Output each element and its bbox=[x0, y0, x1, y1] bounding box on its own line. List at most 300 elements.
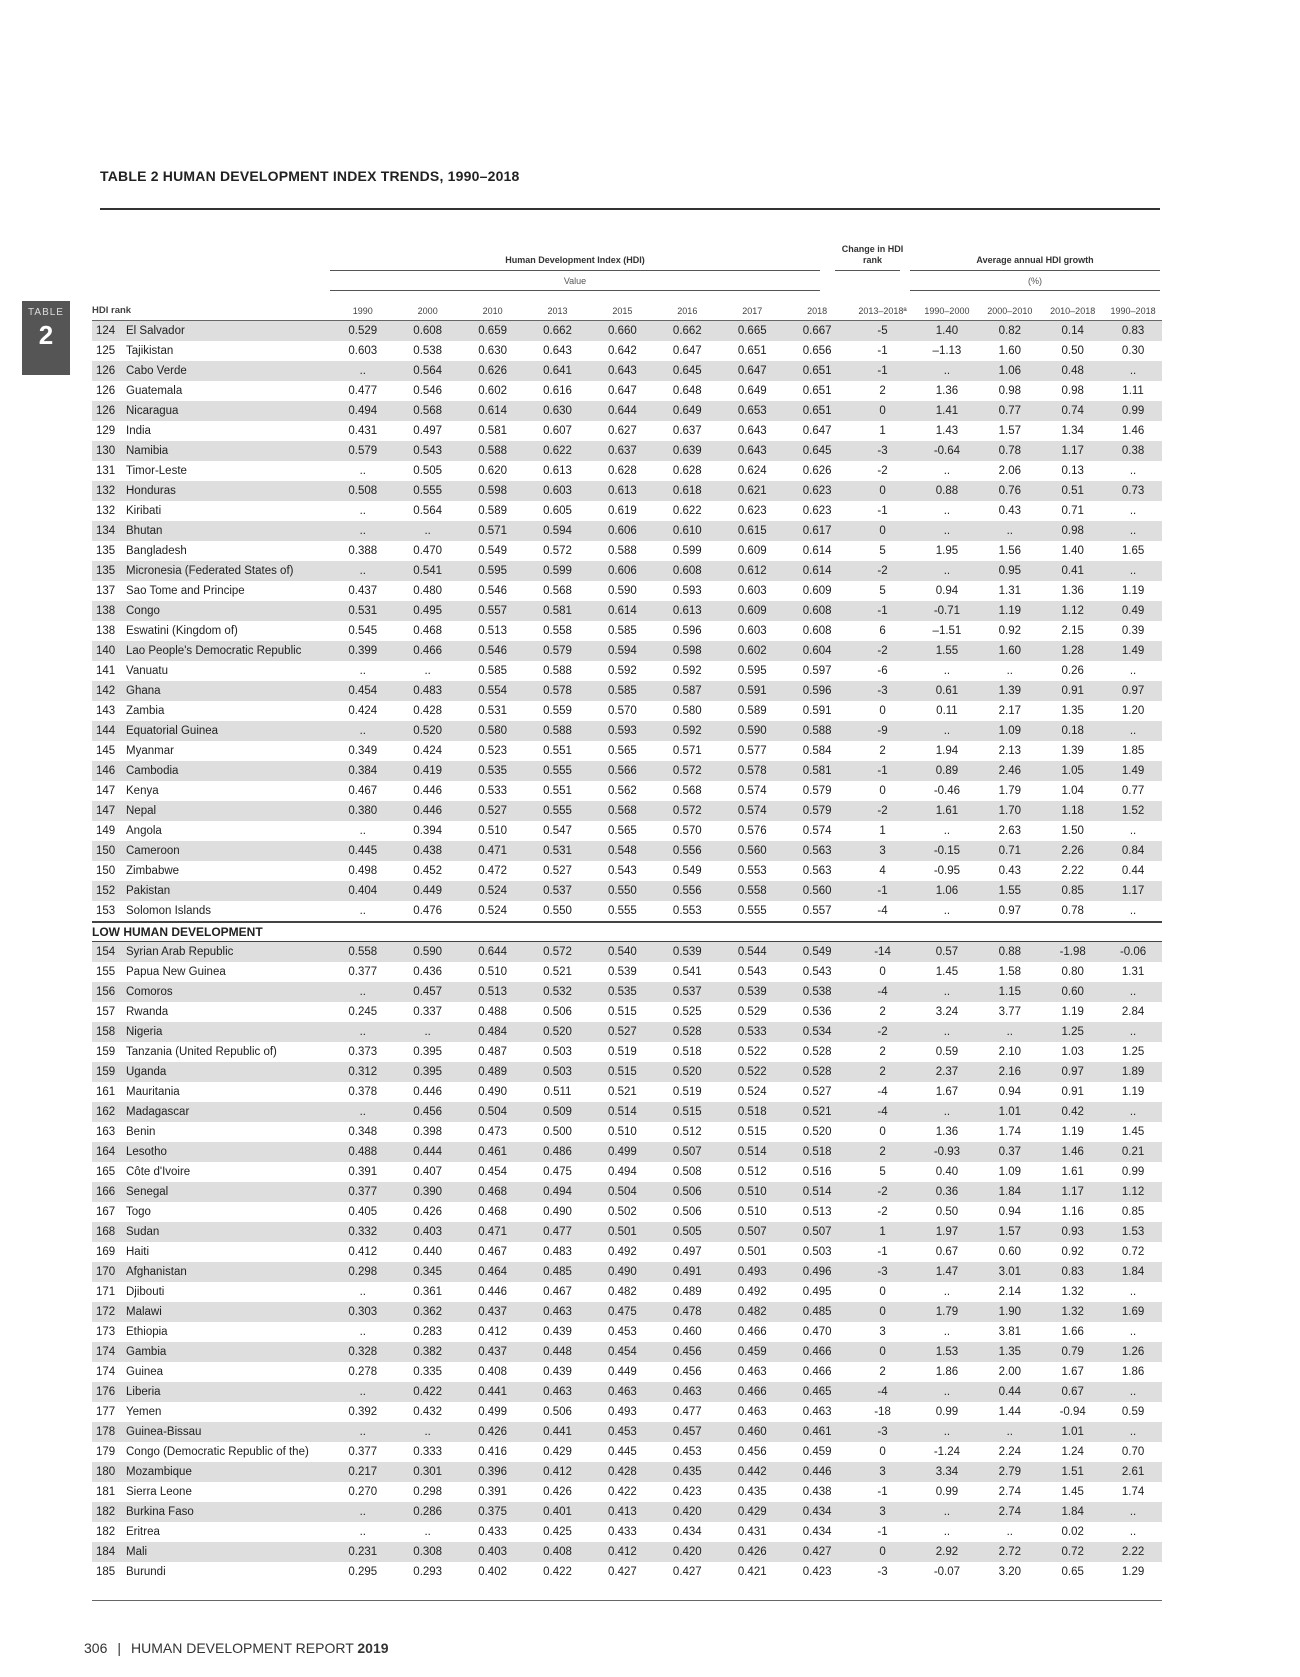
country-cell bbox=[92, 761, 330, 781]
value-cell: 0.459 bbox=[720, 1342, 785, 1362]
country-name: Zambia bbox=[126, 705, 165, 717]
value-cell: 0.398 bbox=[413, 1126, 443, 1138]
value-cell: 0.558 bbox=[543, 625, 572, 637]
value-cell: 0.623 bbox=[785, 481, 850, 501]
value-cell: .. bbox=[330, 1422, 395, 1442]
country-cell bbox=[92, 621, 330, 641]
value-cell: 2 bbox=[850, 1142, 916, 1162]
value-cell: 0.466 bbox=[737, 1326, 767, 1338]
value-cell: 0.559 bbox=[543, 705, 572, 717]
value-cell: 0.466 bbox=[720, 1382, 785, 1402]
value-cell: 1.17 bbox=[1041, 441, 1104, 461]
value-cell: 0.373 bbox=[348, 1046, 378, 1058]
country-cell bbox=[92, 481, 330, 501]
value-cell: 0.441 bbox=[525, 1422, 590, 1442]
value-cell: 0.337 bbox=[413, 1006, 443, 1018]
country-cell bbox=[92, 1342, 330, 1362]
rank-value: 159 bbox=[96, 1066, 116, 1078]
value-cell: 0.560 bbox=[720, 841, 785, 861]
value-cell: 0.485 bbox=[785, 1302, 850, 1322]
page-title: TABLE 2 HUMAN DEVELOPMENT INDEX TRENDS, 1990–2018 bbox=[100, 168, 520, 184]
country-name: Yemen bbox=[126, 1406, 162, 1418]
value-cell: 0.463 bbox=[737, 1366, 767, 1378]
value-cell: 0.438 bbox=[395, 841, 460, 861]
value-cell: 0.83 bbox=[1041, 1262, 1104, 1282]
value-cell: 0.556 bbox=[655, 881, 720, 901]
value-cell: 0.643 bbox=[543, 345, 572, 357]
country-cell bbox=[92, 881, 330, 901]
value-cell: 1.49 bbox=[1104, 761, 1162, 781]
value-cell: 0.95 bbox=[978, 561, 1041, 581]
value-cell: .. bbox=[330, 521, 395, 541]
value-cell: 0.564 bbox=[395, 361, 460, 381]
value-cell: 0.493 bbox=[608, 1406, 637, 1418]
value-cell: 0.348 bbox=[348, 1126, 378, 1138]
value-cell: 0.94 bbox=[935, 585, 959, 597]
table-row bbox=[92, 1362, 1162, 1382]
value-cell: 1.12 bbox=[1041, 601, 1104, 621]
table-row bbox=[92, 841, 1162, 861]
value-cell: 0.527 bbox=[590, 1022, 655, 1042]
rank-value: 164 bbox=[96, 1146, 116, 1158]
value-cell: 1.29 bbox=[1121, 1566, 1145, 1578]
value-cell: 0.468 bbox=[460, 1182, 525, 1202]
value-cell: 0.486 bbox=[525, 1142, 590, 1162]
value-cell: 0.77 bbox=[978, 401, 1041, 421]
table-row bbox=[92, 661, 1162, 681]
value-cell: 0.497 bbox=[413, 425, 443, 437]
value-cell: 0.549 bbox=[785, 942, 850, 963]
value-cell: 1.47 bbox=[916, 1262, 979, 1282]
value-cell: .. bbox=[916, 1022, 979, 1042]
value-cell: 0.608 bbox=[785, 601, 850, 621]
table-row bbox=[92, 1342, 1162, 1362]
value-cell: 0.605 bbox=[543, 505, 572, 517]
rank-value: 167 bbox=[96, 1206, 116, 1218]
country-cell bbox=[92, 982, 330, 1002]
value-cell: 1.36 bbox=[935, 385, 959, 397]
value-cell: 6 bbox=[879, 625, 886, 637]
value-cell: .. bbox=[916, 721, 979, 741]
value-cell: 0.515 bbox=[655, 1102, 720, 1122]
value-cell: 0.662 bbox=[655, 321, 720, 342]
country-cell bbox=[92, 1442, 330, 1462]
value-cell: -4 bbox=[877, 905, 888, 917]
country-name: Burkina Faso bbox=[126, 1506, 194, 1518]
value-cell: 1.19 bbox=[1121, 585, 1145, 597]
value-cell: 0.516 bbox=[802, 1166, 832, 1178]
country-cell bbox=[92, 641, 330, 661]
value-cell: 0.505 bbox=[413, 465, 443, 477]
value-cell: 1.32 bbox=[1061, 1286, 1084, 1298]
value-cell: -3 bbox=[850, 441, 916, 461]
rank-value: 182 bbox=[96, 1526, 116, 1538]
value-cell: 0.82 bbox=[978, 321, 1041, 342]
country-name: Papua New Guinea bbox=[126, 966, 226, 978]
value-cell: 0.520 bbox=[525, 1022, 590, 1042]
country-cell bbox=[92, 942, 330, 963]
value-cell: 1.36 bbox=[1061, 585, 1084, 597]
value-cell: .. bbox=[916, 1502, 979, 1522]
table-row bbox=[92, 381, 1162, 401]
value-cell: 0.503 bbox=[525, 1062, 590, 1082]
value-cell: 0.558 bbox=[330, 942, 395, 963]
value-cell: 0.644 bbox=[460, 942, 525, 963]
value-cell: -3 bbox=[850, 1262, 916, 1282]
value-cell: 0.579 bbox=[785, 801, 850, 821]
country-cell bbox=[92, 701, 330, 721]
value-cell: .. bbox=[330, 561, 395, 581]
value-cell: 0 bbox=[879, 1446, 886, 1458]
value-cell: 1.90 bbox=[978, 1302, 1041, 1322]
country-cell bbox=[92, 1562, 330, 1582]
value-cell: 0.560 bbox=[785, 881, 850, 901]
value-cell: 0.494 bbox=[330, 401, 395, 421]
value-cell: 5 bbox=[879, 1166, 886, 1178]
value-cell: 0.412 bbox=[478, 1326, 507, 1338]
table-row bbox=[92, 361, 1162, 381]
value-cell: 1.43 bbox=[935, 425, 959, 437]
value-cell: .. bbox=[916, 1102, 979, 1122]
value-cell: 0.484 bbox=[460, 1022, 525, 1042]
value-cell: 0.524 bbox=[737, 1086, 767, 1098]
value-cell: 0.437 bbox=[348, 585, 378, 597]
value-cell: 2.06 bbox=[998, 465, 1021, 477]
rank-value: 129 bbox=[96, 425, 116, 437]
value-cell: 1.74 bbox=[998, 1126, 1021, 1138]
value-cell: .. bbox=[916, 982, 979, 1002]
rank-value: 132 bbox=[96, 485, 116, 497]
value-cell: 0.298 bbox=[330, 1262, 395, 1282]
value-cell: 2 bbox=[850, 1062, 916, 1082]
value-cell: 0.518 bbox=[672, 1046, 702, 1058]
value-cell: 2.10 bbox=[998, 1046, 1021, 1058]
value-cell: 0.439 bbox=[543, 1366, 572, 1378]
value-cell: 0.461 bbox=[785, 1422, 850, 1442]
value-cell: 0.476 bbox=[413, 905, 443, 917]
table-bottom-rule bbox=[92, 1600, 1162, 1601]
value-cell: -18 bbox=[874, 1406, 891, 1418]
rank-value: 177 bbox=[96, 1406, 116, 1418]
value-cell: 0.544 bbox=[720, 942, 785, 963]
value-cell: 0.427 bbox=[672, 1566, 702, 1578]
value-cell: 0.641 bbox=[525, 361, 590, 381]
table-row bbox=[92, 1182, 1162, 1202]
value-cell: -1 bbox=[850, 761, 916, 781]
value-cell: 0.505 bbox=[655, 1222, 720, 1242]
value-cell: -0.46 bbox=[933, 785, 961, 797]
value-cell: 0.578 bbox=[720, 761, 785, 781]
value-cell: 0.651 bbox=[802, 385, 832, 397]
value-cell: 0.612 bbox=[720, 561, 785, 581]
value-cell: 0.37 bbox=[978, 1142, 1041, 1162]
value-cell: 0.495 bbox=[802, 1286, 832, 1298]
rank-value: 124 bbox=[96, 325, 116, 337]
value-cell: 0.528 bbox=[802, 1046, 832, 1058]
value-cell: 0.278 bbox=[348, 1366, 378, 1378]
value-cell: -0.95 bbox=[933, 865, 961, 877]
value-cell: 0.598 bbox=[460, 481, 525, 501]
col-header-2015: 2015 bbox=[590, 302, 655, 321]
value-cell: 0.435 bbox=[737, 1486, 767, 1498]
value-cell: 0.470 bbox=[413, 545, 443, 557]
country-cell bbox=[92, 1102, 330, 1122]
value-cell: 2.22 bbox=[1104, 1542, 1162, 1562]
value-cell: 0.217 bbox=[330, 1462, 395, 1482]
value-cell: 0.497 bbox=[672, 1246, 702, 1258]
table-row bbox=[92, 1522, 1162, 1542]
value-cell: 1 bbox=[879, 425, 886, 437]
value-cell: 1.09 bbox=[978, 721, 1041, 741]
value-cell: 1.84 bbox=[1104, 1262, 1162, 1282]
table-row bbox=[92, 821, 1162, 841]
country-name: Sao Tome and Principe bbox=[126, 585, 245, 597]
value-cell: 0.333 bbox=[413, 1446, 443, 1458]
value-cell: 0.504 bbox=[590, 1182, 655, 1202]
value-cell: .. bbox=[330, 721, 395, 741]
value-cell: 0.98 bbox=[1041, 521, 1104, 541]
table-row bbox=[92, 541, 1162, 561]
value-cell: 0.584 bbox=[802, 745, 832, 757]
value-cell: .. bbox=[395, 521, 460, 541]
value-cell: 0.380 bbox=[330, 801, 395, 821]
country-cell bbox=[92, 321, 330, 342]
value-cell: 1.17 bbox=[1104, 881, 1162, 901]
value-cell: 0.377 bbox=[348, 1446, 378, 1458]
value-cell: 0.506 bbox=[543, 1006, 572, 1018]
value-cell: 0.71 bbox=[1061, 505, 1084, 517]
value-cell: 0 bbox=[850, 481, 916, 501]
value-cell: 0.520 bbox=[395, 721, 460, 741]
rank-value: 185 bbox=[96, 1566, 116, 1578]
hdi-group-rule bbox=[330, 270, 820, 271]
value-cell: 0.26 bbox=[1061, 665, 1084, 677]
value-cell: 0.532 bbox=[525, 982, 590, 1002]
table-row bbox=[92, 1042, 1162, 1062]
value-cell: 1.84 bbox=[978, 1182, 1041, 1202]
value-cell: 0.94 bbox=[998, 1086, 1021, 1098]
country-cell bbox=[92, 1302, 330, 1322]
country-cell bbox=[92, 801, 330, 821]
col-header-growth-2000-2010: 2000–2010 bbox=[978, 302, 1041, 321]
rank-value: 142 bbox=[96, 685, 116, 697]
rank-value: 169 bbox=[96, 1246, 116, 1258]
value-cell: 0.643 bbox=[590, 361, 655, 381]
value-cell: 0.472 bbox=[478, 865, 507, 877]
value-cell: 1.01 bbox=[978, 1102, 1041, 1122]
table-row bbox=[92, 1282, 1162, 1302]
value-cell: .. bbox=[1104, 521, 1162, 541]
value-cell: 0.403 bbox=[460, 1542, 525, 1562]
value-cell: 1.89 bbox=[1104, 1062, 1162, 1082]
value-rule bbox=[330, 290, 820, 291]
value-cell: .. bbox=[424, 1526, 431, 1538]
value-cell: 0.528 bbox=[785, 1062, 850, 1082]
col-header-2013: 2013 bbox=[525, 302, 590, 321]
value-cell: 0.485 bbox=[525, 1262, 590, 1282]
value-cell: 0.43 bbox=[998, 505, 1021, 517]
value-cell: 1 bbox=[879, 825, 886, 837]
value-cell: .. bbox=[1006, 665, 1013, 677]
value-cell: 1.25 bbox=[1121, 1046, 1145, 1058]
value-cell: 0.515 bbox=[737, 1126, 767, 1138]
value-cell: 0.589 bbox=[737, 705, 767, 717]
value-cell: 0.659 bbox=[460, 321, 525, 342]
value-cell: .. bbox=[1129, 1526, 1137, 1538]
value-cell: 0.424 bbox=[413, 745, 443, 757]
value-cell: 1.35 bbox=[1061, 705, 1084, 717]
value-cell: 0 bbox=[879, 705, 886, 717]
table-body bbox=[92, 321, 1162, 1583]
value-cell: .. bbox=[1104, 1422, 1162, 1442]
country-name: Lao People's Democratic Republic bbox=[126, 645, 302, 657]
value-cell: 0.231 bbox=[330, 1542, 395, 1562]
table-row bbox=[92, 861, 1162, 881]
value-cell: 0.426 bbox=[720, 1542, 785, 1562]
value-cell: .. bbox=[1129, 825, 1137, 837]
value-cell: 0.524 bbox=[478, 905, 507, 917]
country-name: Timor-Leste bbox=[126, 465, 187, 477]
value-cell: 0.592 bbox=[608, 665, 637, 677]
value-cell: 0.483 bbox=[543, 1246, 572, 1258]
value-cell: 0.609 bbox=[802, 585, 832, 597]
value-cell: 0.487 bbox=[478, 1046, 507, 1058]
value-cell: 0.647 bbox=[608, 385, 637, 397]
value-cell: 0.51 bbox=[1041, 481, 1104, 501]
value-cell: 0.539 bbox=[608, 966, 637, 978]
value-cell: 0.483 bbox=[395, 681, 460, 701]
value-cell: 0.515 bbox=[608, 1006, 637, 1018]
rank-value: 141 bbox=[96, 665, 116, 677]
col-header-2010: 2010 bbox=[460, 302, 525, 321]
value-cell: .. bbox=[330, 1382, 395, 1402]
value-cell: 0.422 bbox=[543, 1566, 572, 1578]
rank-value: 147 bbox=[96, 805, 116, 817]
value-cell: 0.422 bbox=[395, 1382, 460, 1402]
value-cell: 0.390 bbox=[395, 1182, 460, 1202]
country-cell bbox=[92, 1362, 330, 1382]
value-cell: 0.490 bbox=[543, 1206, 572, 1218]
value-subheader: Value bbox=[563, 276, 587, 286]
value-cell: 0.70 bbox=[1121, 1446, 1145, 1458]
country-name: Kiribati bbox=[126, 505, 162, 517]
country-cell bbox=[92, 1542, 330, 1562]
value-cell: 0.529 bbox=[737, 1006, 767, 1018]
rank-value: 144 bbox=[96, 725, 116, 737]
rank-value: 168 bbox=[96, 1226, 116, 1238]
value-cell: 0.577 bbox=[737, 745, 767, 757]
value-cell: 0.335 bbox=[413, 1366, 443, 1378]
value-cell: 0.649 bbox=[737, 385, 767, 397]
value-cell: 0.345 bbox=[395, 1262, 460, 1282]
value-cell: 0.543 bbox=[737, 966, 767, 978]
value-cell: 0.667 bbox=[785, 321, 850, 342]
value-cell: 0.602 bbox=[478, 385, 507, 397]
value-cell: 0.618 bbox=[655, 481, 720, 501]
value-cell: 1.50 bbox=[1061, 825, 1084, 837]
value-cell: 0.36 bbox=[916, 1182, 979, 1202]
value-cell: 0.521 bbox=[785, 1102, 850, 1122]
col-header-2018: 2018 bbox=[785, 302, 850, 321]
rank-value: 152 bbox=[96, 885, 116, 897]
hdi-trends-table bbox=[92, 302, 1162, 1582]
value-cell: 0.651 bbox=[737, 345, 767, 357]
value-cell: 1.05 bbox=[1041, 761, 1104, 781]
value-cell: 0.436 bbox=[413, 966, 443, 978]
country-cell bbox=[92, 1382, 330, 1402]
value-cell: –1.51 bbox=[932, 625, 962, 637]
page-footer bbox=[84, 1640, 389, 1656]
value-cell: 0.456 bbox=[737, 1446, 767, 1458]
country-name: Nicaragua bbox=[126, 405, 179, 417]
value-cell: 0.328 bbox=[330, 1342, 395, 1362]
rank-value: 179 bbox=[96, 1446, 116, 1458]
value-cell: 0.444 bbox=[395, 1142, 460, 1162]
country-name: Guinea bbox=[126, 1366, 164, 1378]
value-cell: 0.78 bbox=[978, 441, 1041, 461]
country-cell bbox=[92, 1322, 330, 1342]
value-cell: -2 bbox=[850, 1022, 916, 1042]
table-row bbox=[92, 1222, 1162, 1242]
country-cell bbox=[92, 1162, 330, 1182]
country-cell bbox=[92, 1462, 330, 1482]
value-cell: 0.77 bbox=[1121, 785, 1145, 797]
country-cell bbox=[92, 381, 330, 401]
rank-value: 138 bbox=[96, 605, 116, 617]
value-cell: 0.613 bbox=[543, 465, 572, 477]
table-row bbox=[92, 421, 1162, 441]
value-cell: 0.492 bbox=[608, 1246, 637, 1258]
value-cell: 0.523 bbox=[478, 745, 507, 757]
table-row bbox=[92, 721, 1162, 741]
value-cell: 0.21 bbox=[1104, 1142, 1162, 1162]
value-cell: 0.396 bbox=[460, 1462, 525, 1482]
country-cell bbox=[92, 1522, 330, 1542]
value-cell: -0.93 bbox=[916, 1142, 979, 1162]
value-cell: .. bbox=[359, 825, 366, 837]
value-cell: 0 bbox=[879, 1286, 886, 1298]
value-cell: 0.438 bbox=[802, 1486, 832, 1498]
value-cell: 0.377 bbox=[330, 1182, 395, 1202]
value-cell: 0.608 bbox=[395, 321, 460, 342]
rank-value: 140 bbox=[96, 645, 116, 657]
value-cell: 0 bbox=[879, 966, 886, 978]
value-cell: 0.637 bbox=[672, 425, 702, 437]
value-cell: 0.466 bbox=[395, 641, 460, 661]
value-cell: .. bbox=[1006, 1526, 1013, 1538]
value-cell: 0.446 bbox=[395, 801, 460, 821]
value-cell: 1.19 bbox=[1061, 1126, 1084, 1138]
value-cell: 1.94 bbox=[935, 745, 959, 757]
rank-value: 181 bbox=[96, 1486, 116, 1498]
country-name: Mozambique bbox=[126, 1466, 192, 1478]
value-cell: 0.394 bbox=[413, 825, 443, 837]
country-name: Haiti bbox=[126, 1246, 150, 1258]
value-cell: -1 bbox=[850, 601, 916, 621]
value-cell: 0.465 bbox=[785, 1382, 850, 1402]
value-cell: 2 bbox=[879, 385, 886, 397]
value-cell: 0.494 bbox=[608, 1166, 637, 1178]
value-cell: .. bbox=[943, 465, 951, 477]
value-cell: 0.555 bbox=[737, 905, 767, 917]
value-cell: 0.440 bbox=[413, 1246, 443, 1258]
value-cell: -0.64 bbox=[916, 441, 979, 461]
value-cell: 0.537 bbox=[655, 982, 720, 1002]
value-cell: 0.78 bbox=[1061, 905, 1084, 917]
value-cell: 0.493 bbox=[720, 1262, 785, 1282]
country-name: Malawi bbox=[126, 1306, 162, 1318]
value-cell: 1.46 bbox=[1041, 1142, 1104, 1162]
